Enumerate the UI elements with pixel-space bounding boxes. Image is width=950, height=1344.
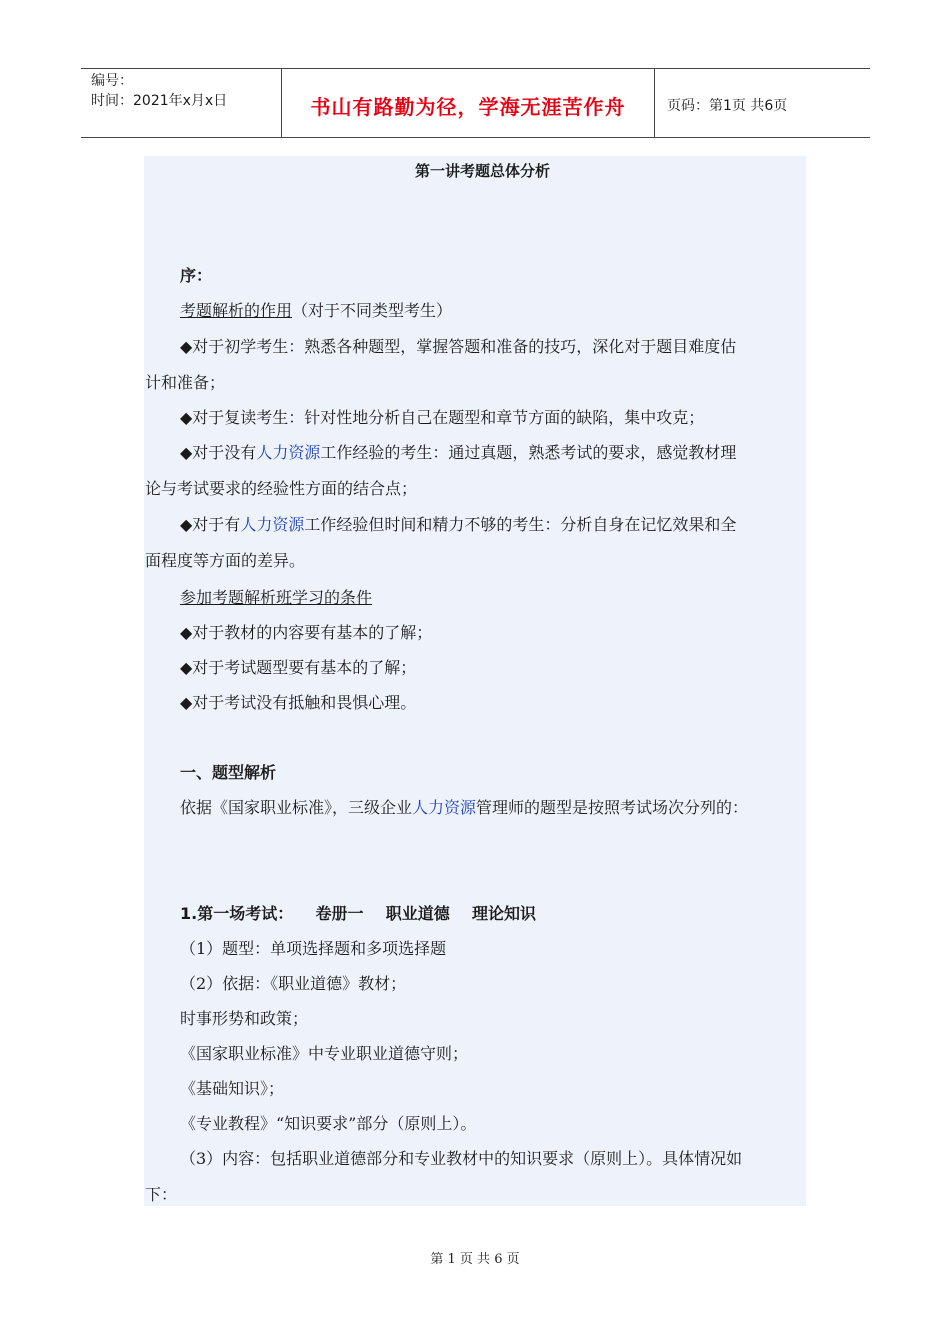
preface-heading: 序：: [180, 266, 213, 285]
exam-1-line-7a: （3）内容：包括职业道德部分和专业教材中的知识要求（原则上）。具体情况如: [180, 1149, 743, 1168]
para-2: ◆对于复读考生：针对性地分析自己在题型和章节方面的缺陷，集中攻克；: [180, 408, 705, 427]
doc-title: 第一讲考题总体分析: [415, 162, 551, 180]
number-label: 编号：: [91, 73, 133, 89]
role-note: （对于不同类型考生）: [292, 301, 453, 320]
hr-link[interactable]: 人力资源: [256, 443, 321, 462]
para-3a: ◆对于没有人力资源工作经验的考生：通过真题，熟悉考试的要求，感觉教材理: [180, 443, 737, 462]
exam-1-heading: 1.第一场考试： 卷册一 职业道德 理论知识: [180, 904, 537, 923]
motto: 书山有路勤为径，学海无涯苦作舟: [310, 94, 626, 119]
exam-1-line-1: （1）题型：单项选择题和多项选择题: [180, 939, 447, 958]
para-4b: 面程度等方面的差异。: [145, 551, 306, 570]
role-heading: 考题解析的作用: [180, 301, 293, 320]
section-1-heading: 一、题型解析: [180, 763, 277, 782]
time-label: 时间：2021年x月x日: [91, 93, 228, 109]
hr-link[interactable]: 人力资源: [412, 798, 477, 817]
section-1-intro: 依据《国家职业标准》，三级企业人力资源管理师的题型是按照考试场次分列的：: [180, 798, 749, 817]
role-line: [180, 300, 452, 322]
header-motto-cell: [282, 69, 655, 137]
footer-page-number: 第 1 页 共 6 页: [430, 1252, 520, 1267]
exam-1-line-3: 时事形势和政策；: [180, 1009, 309, 1028]
para-3b: 论与考试要求的经验性方面的结合点；: [145, 479, 418, 498]
exam-1-line-7b: 下：: [145, 1185, 178, 1204]
cond-2: ◆对于考试题型要有基本的了解；: [180, 658, 417, 677]
header-meta: [81, 69, 282, 137]
header-table: [81, 68, 870, 138]
cond-1: ◆对于教材的内容要有基本的了解；: [180, 623, 433, 642]
para-1b: 计和准备；: [145, 373, 226, 392]
para-4a: ◆对于有人力资源工作经验但时间和精力不够的考生：分析自身在记忆效果和全: [180, 515, 737, 534]
exam-1-line-6: 《专业教程》“知识要求”部分（原则上）。: [180, 1114, 477, 1133]
cond-3: ◆对于考试没有抵触和畏惧心理。: [180, 693, 417, 712]
para-1a: ◆对于初学考生：熟悉各种题型，掌握答题和准备的技巧，深化对于题目难度估: [180, 337, 737, 356]
page-label: 页码：第1页 共6页: [667, 98, 788, 114]
hr-link[interactable]: 人力资源: [240, 515, 305, 534]
exam-1-line-4: 《国家职业标准》中专业职业道德守则；: [180, 1044, 469, 1063]
exam-1-line-5: 《基础知识》；: [180, 1079, 285, 1098]
cond-heading: 参加考题解析班学习的条件: [180, 588, 373, 607]
exam-1-line-2: （2）依据：《职业道德》教材；: [180, 974, 407, 993]
